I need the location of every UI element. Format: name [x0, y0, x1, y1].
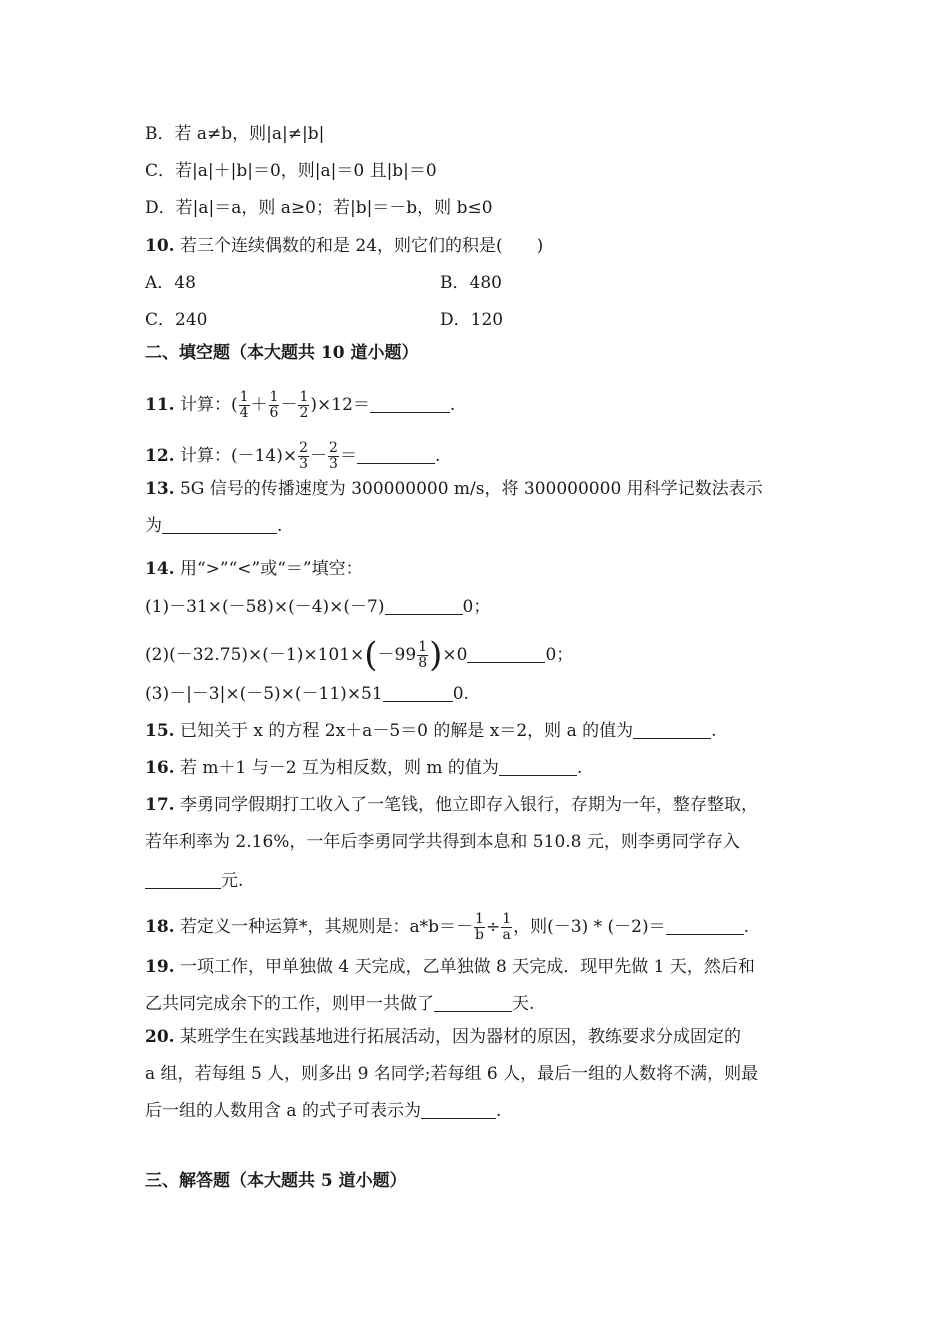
q19-line-1 [145, 956, 755, 978]
fraction: $\frac{1}{6}$ [269, 389, 279, 421]
q18-prefix: 若定义一种运算*，其规则是：a*b＝－ [179, 917, 474, 937]
q9-option-d [145, 197, 493, 219]
q9-option-b-label: B． [145, 124, 175, 144]
question-number: 17. [145, 795, 175, 815]
fraction: $\frac{1}{b}$ [475, 911, 484, 943]
q15: 15. 已知关于 x 的方程 2x＋a－5＝0 的解是 x＝2，则 a 的值为 . [145, 721, 717, 741]
question-number: 18. [145, 917, 175, 937]
q14-part-1: (1)－31×(－58)×(－4)×(－7) 0； [145, 597, 491, 617]
q9-option-c-text: 若|a|＋|b|＝0，则|a|＝0 且|b|＝0 [175, 161, 437, 181]
q20-line-2 [145, 1063, 758, 1085]
q18-tail: ，则(－3) * (－2)＝ [513, 917, 666, 937]
q13-line-1 [145, 478, 763, 500]
fraction: $\frac{2}{3}$ [329, 440, 338, 472]
answer-blank[interactable] [633, 722, 711, 739]
q11-prefix: 计算： [179, 395, 231, 415]
q10-option-a [145, 272, 196, 294]
q17-text-2: 若年利率为 2.16%，一年后李勇同学共得到本息和 510.8 元，则李勇同学存入 [145, 832, 740, 852]
answer-blank[interactable] [383, 685, 453, 702]
question-number: 13. [145, 479, 175, 499]
q11: 11. 计算：( $\frac{1}{4}$ ＋ $\frac{1}{6}$ － $\frac{1}{2}$ )×12＝ . [145, 389, 456, 421]
fraction: $\frac{1}{8}$ [418, 639, 428, 671]
option-label: A． [145, 273, 175, 293]
q9-option-d-text: 若|a|＝a，则 a≥0；若|b|＝－b，则 b≤0 [175, 198, 493, 218]
q12: 12. 计算：(－14)× $\frac{2}{3}$ － $\frac{2}{3}$ ＝ . [145, 440, 441, 472]
q10-option-d [440, 309, 503, 331]
q13-line-2: 为 . [145, 516, 283, 536]
answer-blank[interactable] [467, 646, 545, 663]
answer-blank[interactable] [666, 918, 744, 935]
option-label: B． [440, 273, 470, 293]
q9-option-d-label: D． [145, 198, 176, 218]
question-number: 11. [145, 395, 175, 415]
answer-blank[interactable] [370, 396, 450, 413]
q19-text-1: 一项工作，甲单独做 4 天完成，乙单独做 8 天完成．现甲先做 1 天，然后和 [179, 957, 755, 977]
q10-text: 若三个连续偶数的和是 24，则它们的积是( ) [179, 236, 544, 256]
answer-blank[interactable] [162, 517, 277, 534]
q17-line-2 [145, 831, 740, 853]
q17-line-1 [145, 794, 758, 816]
q9-option-b-text: 若 a≠b，则|a|≠|b| [174, 124, 325, 144]
question-number: 14. [145, 559, 175, 579]
q10-option-c [145, 309, 207, 331]
q20-text-1: 某班学生在实践基地进行拓展活动，因为器材的原因，教练要求分成固定的 [179, 1027, 741, 1047]
section-2-heading: 二、填空题（本大题共 10 道小题） [145, 343, 419, 363]
q14-stem [145, 558, 363, 580]
q9-option-b [145, 123, 324, 145]
fraction: $\frac{1}{a}$ [502, 911, 512, 943]
option-value: 120 [470, 310, 504, 330]
answer-blank[interactable] [499, 759, 577, 776]
section-3-heading: 三、解答题（本大题共 5 道小题） [145, 1171, 407, 1191]
question-number: 16. [145, 758, 175, 778]
option-value: 240 [175, 310, 208, 330]
answer-blank[interactable] [421, 1102, 496, 1119]
q17-text-1: 李勇同学假期打工收入了一笔钱，他立即存入银行，存期为一年，整存整取， [179, 795, 758, 815]
question-number: 15. [145, 721, 175, 741]
question-number: 20. [145, 1027, 175, 1047]
fraction: $\frac{2}{3}$ [299, 440, 309, 472]
question-number: 19. [145, 957, 175, 977]
fraction: $\frac{1}{4}$ [239, 389, 249, 421]
answer-blank[interactable] [357, 447, 435, 464]
q10-option-b [440, 272, 502, 294]
fraction: $\frac{1}{2}$ [299, 389, 309, 421]
question-number: 10. [145, 236, 175, 256]
q14-text: 用“>”“<”或“＝”填空： [179, 559, 363, 579]
answer-blank[interactable] [434, 995, 512, 1012]
answer-blank[interactable] [145, 872, 221, 889]
q18: 18. 若定义一种运算*，其规则是：a*b＝－ $\frac{1}{b}$ ÷ $\frac{1}{a}$ ，则(－3) * (－2)＝ . [145, 911, 750, 943]
q12-tail: ＝ [339, 446, 357, 466]
q12-prefix: 计算：(－14)× [179, 446, 298, 466]
question-number: 12. [145, 446, 175, 466]
q20-text-2: a 组，若每组 5 人，则多出 9 名同学;若每组 6 人，最后一组的人数将不满，则最 [145, 1064, 759, 1084]
q17-line-3: 元. [145, 870, 243, 892]
q14-part-2: (2)(－32.75)×(－1)×101×(－99 $\frac{1}{8}$ )×0 0； [145, 635, 574, 675]
q10-stem [145, 235, 543, 257]
answer-blank[interactable] [385, 598, 463, 615]
option-value: 48 [174, 273, 196, 293]
q19-line-2: 乙共同完成余下的工作，则甲一共做了 天. [145, 994, 535, 1014]
q11-tail: )×12＝ [310, 395, 370, 415]
q16-text: 若 m＋1 与－2 互为相反数，则 m 的值为 [179, 758, 499, 778]
q15-text: 已知关于 x 的方程 2x＋a－5＝0 的解是 x＝2，则 a 的值为 [179, 721, 634, 741]
q20-line-1 [145, 1026, 741, 1048]
q14-part-3: (3)－|－3|×(－5)×(－11)×51 0. [145, 684, 469, 704]
q20-line-3: 后一组的人数用含 a 的式子可表示为 . [145, 1101, 502, 1121]
option-value: 480 [469, 273, 502, 293]
q13-text: 5G 信号的传播速度为 300000000 m/s，将 300000000 用科学记数法表示 [179, 479, 763, 499]
q9-option-c-label: C． [145, 161, 176, 181]
option-label: D． [440, 310, 471, 330]
q16: 16. 若 m＋1 与－2 互为相反数，则 m 的值为 . [145, 758, 583, 778]
q9-option-c [145, 160, 437, 182]
option-label: C． [145, 310, 176, 330]
